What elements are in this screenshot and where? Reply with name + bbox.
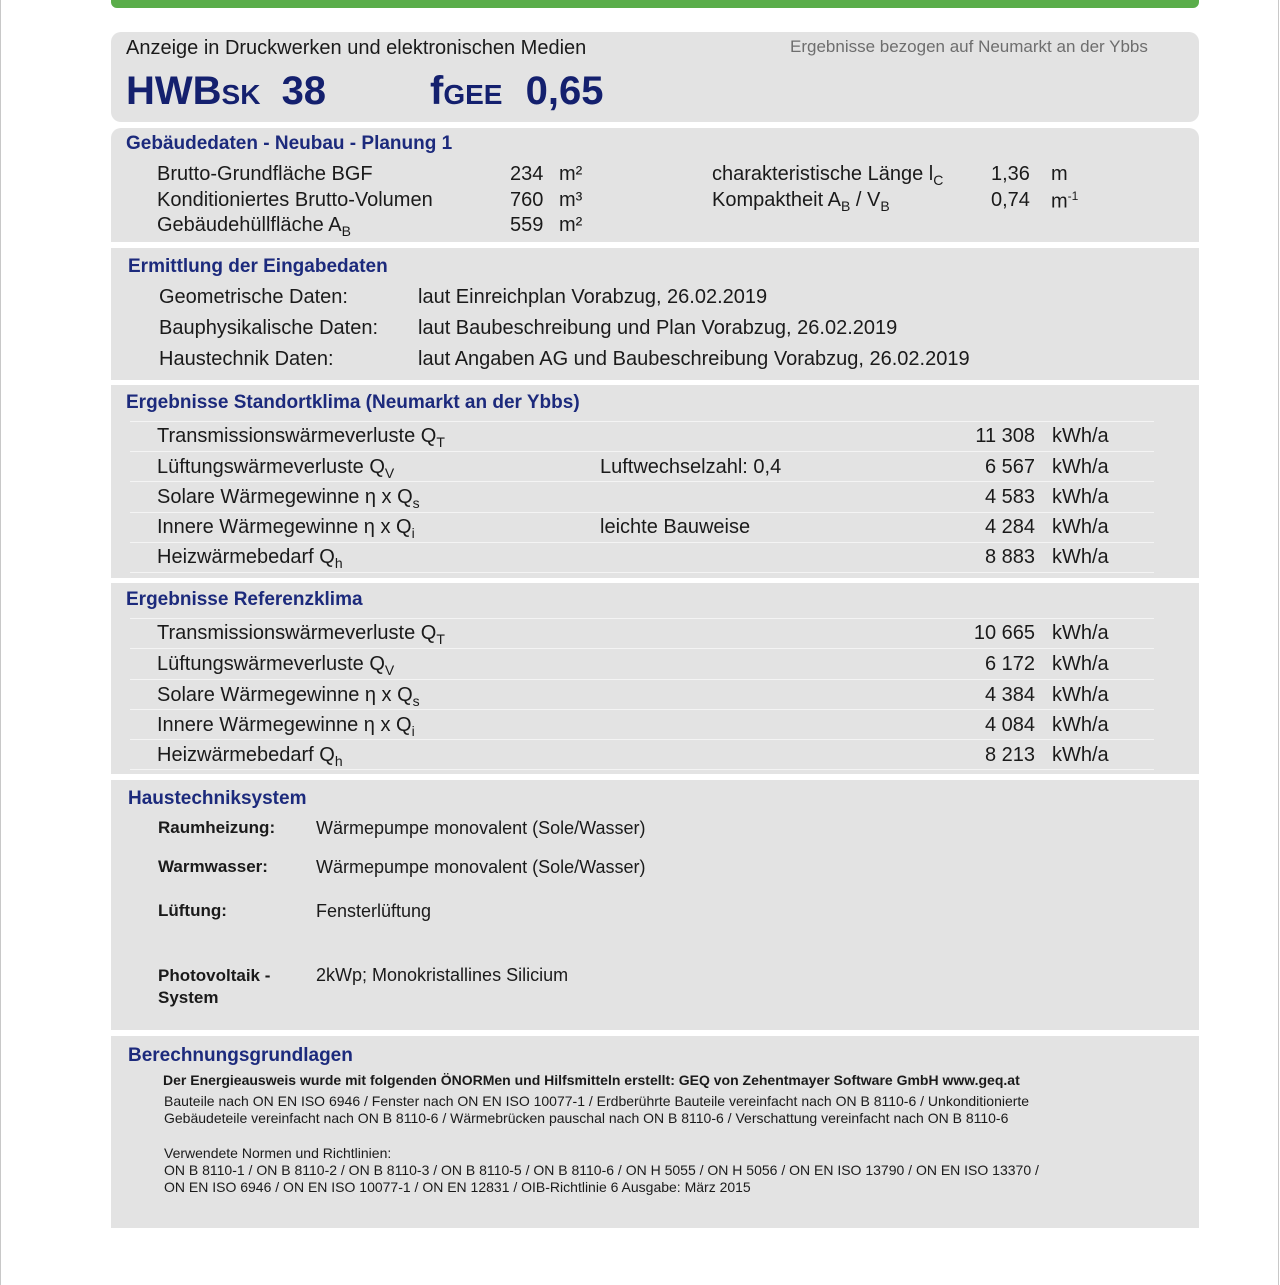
site-note-ventilation: Luftwechselzahl: 0,4: [600, 456, 782, 478]
building-value-length: 1,36: [991, 163, 1030, 185]
site-unit-ventilation: kWh/a: [1052, 456, 1109, 478]
page-edge-left: [0, 0, 1, 1285]
site-label-solar: Solare Wärmegewinne η x $Q_s$: [157, 486, 420, 511]
accent-bar: [111, 0, 1199, 8]
hvac-value-heating: Wärmepumpe monovalent (Sole/Wasser): [316, 818, 646, 838]
building-label-length: charakteristische Länge $l_C$: [712, 163, 944, 188]
page-edge-right: [1278, 0, 1279, 1285]
ref-label-internal: Innere Wärmegewinne η x $Q_i$: [157, 714, 415, 739]
site-unit-heating: kWh/a: [1052, 546, 1109, 568]
fgee-label: f: [430, 69, 444, 113]
ref-value-ventilation: 6 172: [984, 653, 1035, 675]
building-value-volume: 760: [510, 189, 544, 211]
basis-line-2: Bauteile nach ON EN ISO 6946 / Fenster nach ON EN ISO 10077-1 / Erdberührte Bauteile vereinfacht nach ON B 8110-6 / Unkonditionierte: [164, 1093, 1030, 1109]
fgee-indicator: [430, 69, 603, 114]
input-label-geometry: Geometrische Daten:: [159, 286, 348, 308]
site-label-ventilation: Lüftungswärmeverluste $Q_V$: [157, 456, 395, 481]
ref-label-ventilation: Lüftungswärmeverluste $Q_V$: [157, 653, 395, 678]
hvac-title: Haustechniksystem: [128, 788, 307, 809]
hwb-indicator: [126, 69, 326, 114]
building-unit-compactness: $m^{-1}$: [1051, 189, 1079, 213]
basis-line-3: Gebäudeteile vereinfacht nach ON B 8110-6 / Wärmebrücken pauschal nach ON B 8110-6 / Verschattung vereinfacht nach ON B 8110-6: [164, 1110, 1009, 1126]
site-unit-internal: kWh/a: [1052, 516, 1109, 538]
basis-line-6: ON EN ISO 6946 / ON EN ISO 10077-1 / ON EN 12831 / OIB-Richtlinie 6 Ausgabe: März 2015: [164, 1179, 751, 1195]
basis-title: Berechnungsgrundlagen: [128, 1045, 353, 1066]
building-unit-length: m: [1051, 163, 1068, 185]
basis-line-1: Der Energieausweis wurde mit folgenden ÖNORMen und Hilfsmitteln erstellt: GEQ von Zehentmayer Software GmbH www.geq.at: [163, 1072, 1020, 1088]
site-label-heating: Heizwärmebedarf $Q_h$: [157, 546, 343, 571]
hvac-label-pv-2: System: [158, 988, 219, 1007]
basis-line-5: ON B 8110-1 / ON B 8110-2 / ON B 8110-3 / ON B 8110-5 / ON B 8110-6 / ON H 5055 / ON H 5056 / ON EN ISO 13790 / ON EN ISO 13370 /: [164, 1162, 1039, 1178]
input-value-hvac: laut Angaben AG und Baubeschreibung Vorabzug, 26.02.2019: [418, 348, 970, 370]
ref-unit-internal: kWh/a: [1052, 714, 1109, 736]
site-value-ventilation: 6 567: [984, 456, 1035, 478]
ref-climate-title: Ergebnisse Referenzklima: [126, 589, 363, 610]
building-value-compactness: 0,74: [991, 189, 1030, 211]
input-data-title: Ermittlung der Eingabedaten: [128, 256, 388, 277]
fgee-value: 0,65: [525, 69, 604, 113]
hvac-label-hotwater: Warmwasser:: [158, 857, 268, 876]
ref-unit-transmission: kWh/a: [1052, 622, 1109, 644]
basis-line-4: Verwendete Normen und Richtlinien:: [164, 1145, 392, 1161]
hvac-label-pv: Photovoltaik -: [158, 966, 271, 985]
location-note: Ergebnisse bezogen auf Neumarkt an der Ybbs: [790, 37, 1148, 56]
site-label-transmission: Transmissionswärmeverluste $Q_T$: [157, 425, 445, 450]
input-value-geometry: laut Einreichplan Vorabzug, 26.02.2019: [418, 286, 768, 308]
hvac-value-pv: 2kWp; Monokristallines Silicium: [316, 965, 569, 985]
site-label-internal: Innere Wärmegewinne η x $Q_i$: [157, 516, 415, 541]
ref-label-solar: Solare Wärmegewinne η x $Q_s$: [157, 684, 420, 709]
site-value-solar: 4 583: [984, 486, 1035, 508]
building-value-envelope: 559: [510, 214, 544, 236]
building-label-compactness: Kompaktheit $A_B / V_B$: [712, 189, 890, 214]
hwb-sub: SK: [221, 79, 261, 110]
building-value-bgf: 234: [510, 163, 544, 185]
site-climate-title: Ergebnisse Standortklima (Neumarkt an der Ybbs): [126, 392, 580, 413]
building-label-envelope: Gebäudehüllfläche $A_B$: [157, 214, 351, 239]
hvac-value-hotwater: Wärmepumpe monovalent (Sole/Wasser): [316, 857, 646, 877]
ref-unit-ventilation: kWh/a: [1052, 653, 1109, 675]
hwb-value: 38: [281, 69, 327, 113]
ref-unit-heating: kWh/a: [1052, 744, 1109, 766]
building-label-volume: Konditioniertes Brutto-Volumen: [157, 189, 433, 211]
input-label-hvac: Haustechnik Daten:: [159, 348, 334, 370]
hwb-label: HWB: [126, 69, 222, 113]
building-label-bgf: Brutto-Grundfläche BGF: [157, 163, 373, 185]
hvac-value-ventilation: Fensterlüftung: [316, 901, 432, 921]
ref-label-transmission: Transmissionswärmeverluste $Q_T$: [157, 622, 445, 647]
header-subtitle: Anzeige in Druckwerken und elektronischen Medien: [126, 37, 587, 59]
hvac-label-heating: Raumheizung:: [158, 818, 276, 837]
building-unit-bgf: m²: [559, 163, 583, 185]
building-unit-volume: m³: [559, 189, 583, 211]
ref-unit-solar: kWh/a: [1052, 684, 1109, 706]
building-title: Gebäudedaten - Neubau - Planung 1: [126, 133, 453, 154]
building-unit-envelope: m²: [559, 214, 583, 236]
hvac-label-ventilation: Lüftung:: [158, 901, 227, 920]
ref-label-heating: Heizwärmebedarf $Q_h$: [157, 744, 343, 769]
ref-value-internal: 4 084: [984, 714, 1035, 736]
ref-value-transmission: 10 665: [973, 622, 1035, 644]
site-value-internal: 4 284: [984, 516, 1035, 538]
input-label-physics: Bauphysikalische Daten:: [159, 317, 379, 339]
site-note-internal: leichte Bauweise: [600, 516, 751, 538]
site-value-heating: 8 883: [984, 546, 1035, 568]
input-value-physics: laut Baubeschreibung und Plan Vorabzug, 26.02.2019: [418, 317, 898, 339]
ref-value-solar: 4 384: [984, 684, 1035, 706]
ref-value-heating: 8 213: [984, 744, 1035, 766]
fgee-sub: GEE: [443, 79, 503, 110]
site-unit-transmission: kWh/a: [1052, 425, 1109, 447]
site-unit-solar: kWh/a: [1052, 486, 1109, 508]
site-value-transmission: 11 308: [975, 425, 1035, 447]
